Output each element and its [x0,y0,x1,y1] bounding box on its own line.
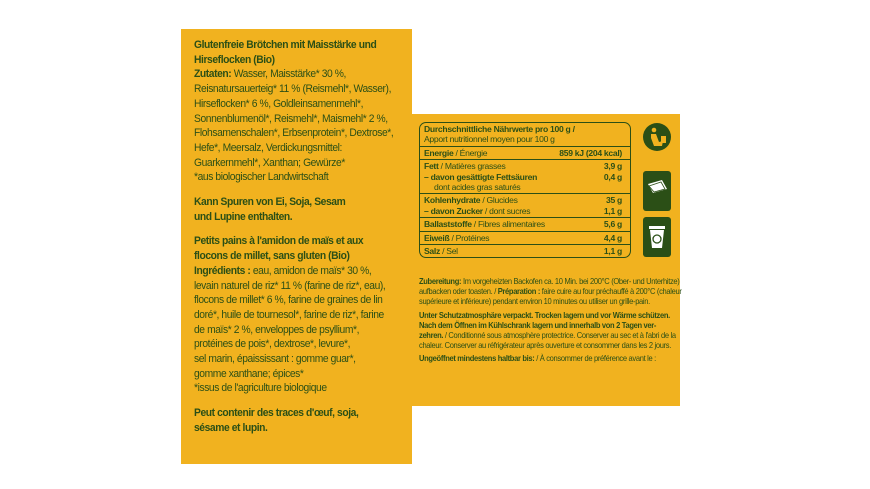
nutrition-row [420,159,630,193]
preparation-storage-text [419,277,682,368]
french-ingredients-line: levain naturel de riz* 11 % (farine de riz*, eau), [194,279,386,292]
nutrition-row [420,244,630,257]
german-ingredients [194,38,406,185]
nutrient-name-fr: / Protéines [449,232,490,243]
german-allergen-line: und Lupine enthalten. [194,210,293,223]
french-allergen-note [194,406,406,435]
german-ingredients-line: *aus biologischer Landwirtschaft [194,171,329,184]
nutrient-name-de: – davon gesättigte Fettsäuren [424,171,538,182]
nutrient-value: 5,6 g [603,219,622,230]
nutrient-name-de: Kohlenhydrate [424,195,481,206]
german-ingredients-line: Sonnenblumenöl*, Reismehl*, Maismehl* 2 %, [194,112,388,125]
french-ingredients-line: Petits pains à l'amidon de maïs et aux [194,235,364,248]
german-ingredients-line: Glutenfreie Brötchen mit Maisstärke und [194,39,377,51]
nutrient-name-fr: / Glucides [480,195,518,206]
nutrition-header-de: Durchschnittliche Nährwerte pro 100 g / [424,124,575,134]
nutrient-value: 1,1 g [603,246,622,257]
nutrition-row [420,217,630,230]
nutrition-row [420,147,630,159]
german-ingredients-line: Hirseflocken* 6 %, Goldleinsamenmehl*, [194,97,364,110]
nutrient-name-fr: / Énergie [453,147,488,158]
ingredients-text [194,38,406,436]
nutrition-row [420,193,630,217]
nutrient-name-fr: / dont sucres [482,205,531,216]
french-ingredients-line: Ingrédients : eau, amidon de maïs* 30 %, [194,264,372,277]
tidyman-recycle-icon [642,122,672,156]
nutrient-name-de: Ballaststoffe [424,219,472,230]
nutrient-name-de: Fett [424,161,439,172]
nutrient-value: 3,9 g [603,161,622,172]
german-allergen-line: Kann Spuren von Ei, Soja, Sesam [194,196,346,209]
french-ingredients-line: protéines de pois*, dextrose*, levure*, [194,338,351,351]
nutrient-name-fr: / Matières grasses [438,161,506,172]
nutrient-name-de: Salz [424,246,440,257]
nutrient-value: 1,1 g [603,205,622,216]
german-ingredients-line: Hefe*, Meersalz, Verdickungsmittel: [194,141,342,154]
storage-instructions: Unter Schutzatmosphäre verpackt. Trocken lagern und vor Wärme schützen. Nach dem Öffnen im Kühlschrank lagern und innerhalb von 2 Tagen ver- zehren. / Conditionné sous atmosphère protectrice. Conserver au sec et à l'abri de la chaleur. Conserver au réfrigérateur après ouverture et consommer dans les 2 jours. [419,310,676,351]
german-ingredients-line: Flohsamenschalen*, Erbsenprotein*, Dextrose*, [194,127,394,140]
nutrient-value: 35 g [606,195,622,206]
recycling-bin-icon [642,216,672,258]
nutrient-value: 4,4 g [603,232,622,243]
german-ingredients-line: Reisnatursauerteig* 11 % (Reismehl*, Wasser), [194,83,392,96]
french-allergen-line: Peut contenir des traces d'œuf, soja, [194,407,359,420]
french-allergen-line: sésame et lupin. [194,421,268,434]
nutrient-value: 859 kJ (204 kcal) [559,147,622,158]
nutrient-name-de: Energie [424,147,454,158]
packaging-tray-icon [642,170,672,212]
french-ingredients-line: sel marin, épaississant : gomme guar*, [194,353,356,366]
french-ingredients-line: *issus de l'agriculture biologique [194,382,327,395]
nutrition-table [419,122,631,258]
french-ingredients-line: flocons de millet* 6 %, farine de graines de lin [194,294,383,307]
french-ingredients [194,234,406,396]
nutrition-header-fr: Apport nutritionnel moyen pour 100 g [424,134,555,145]
french-ingredients-line: gomme xanthane; épices* [194,367,304,380]
german-ingredients-line: Guarkernmehl*, Xanthan; Gewürze* [194,156,345,169]
preparation-instructions: Zubereitung: Im vorgeheizten Backofen ca. 10 Min. bei 200°C (Ober- und Unterhitze) aufbacken oder toasten. / Préparation : faire cuire au four préchauffé à 200°C (chaleur supérieure et inférieure) pendant environ 10 minutes ou utiliser un grille-pain. [419,277,682,307]
nutrition-table-header [420,123,630,147]
french-ingredients-line: doré*, huile de tournesol*, farine de riz*, farine [194,308,384,321]
nutrition-row [420,231,630,244]
best-before-note: Ungeöffnet mindestens haltbar bis: / À consommer de préférence avant le : [419,354,656,364]
nutrient-name-fr: / Sel [440,246,458,257]
nutrient-name-de: Eiweiß [424,232,450,243]
nutrient-value: 0,4 g [603,171,622,182]
german-ingredients-line: Hirseflocken (Bio) [194,53,275,66]
french-ingredients-line: flocons de millet, sans gluten (Bio) [194,250,350,263]
nutrient-name-fr: / Fibres alimentaires [471,219,545,230]
french-ingredients-line: de maïs* 2 %, enveloppes de psyllium*, [194,323,360,336]
nutrient-name-de: – davon Zucker [424,205,483,216]
recycling-icons [642,122,672,258]
nutrition-panel [408,114,680,406]
german-ingredients-line: Zutaten: Wasser, Maisstärke* 30 %, [194,68,346,81]
ingredients-panel [181,29,412,464]
nutrient-name-fr: dont acides gras saturés [434,182,521,193]
german-allergen-note [194,195,406,224]
